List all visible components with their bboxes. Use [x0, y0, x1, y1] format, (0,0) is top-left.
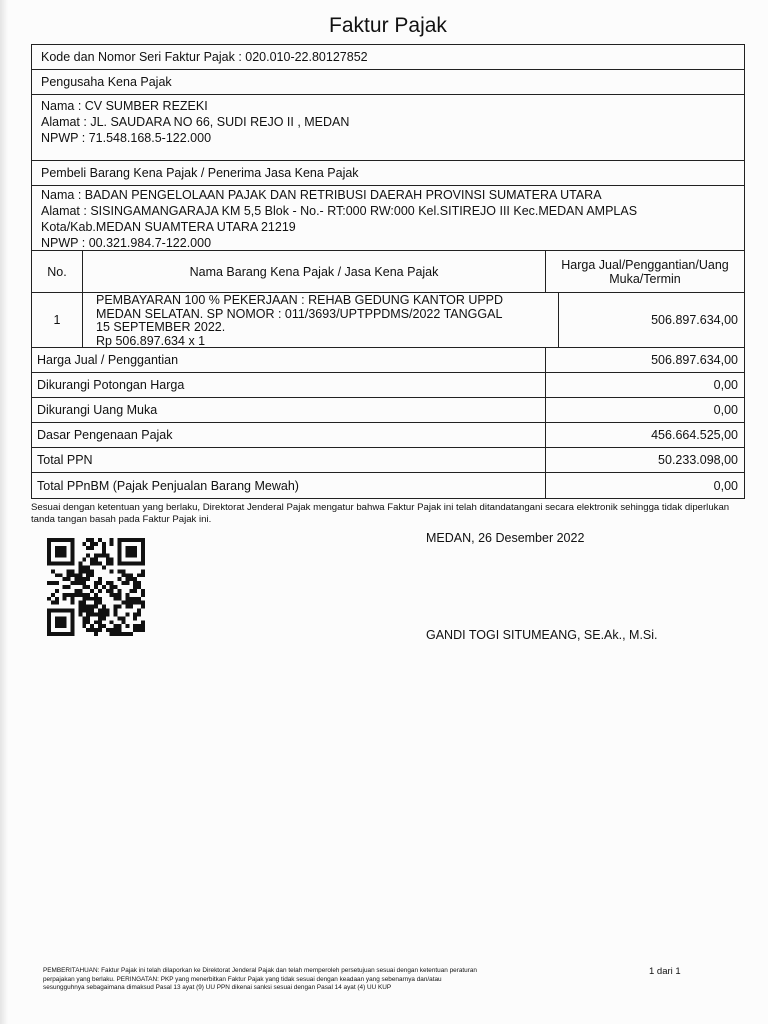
column-header-harga: Harga Jual/Penggantian/Uang Muka/Termin: [561, 257, 729, 286]
summary-label: Dikurangi Uang Muka: [32, 398, 546, 422]
item-description-line: 15 SEPTEMBER 2022.: [96, 320, 226, 334]
item-description-line: PEMBAYARAN 100 % PEKERJAAN : REHAB GEDUNG KANTOR UPPD: [96, 293, 504, 307]
buyer-name: Nama : BADAN PENGELOLAAN PAJAK DAN RETRIBUSI DAERAH PROVINSI SUMATERA UTARA: [41, 188, 602, 202]
summary-value: 0,00: [713, 478, 738, 493]
e-signature-note: Sesuai dengan ketentuan yang berlaku, Direktorat Jenderal Pajak mengatur bahwa Faktur Pajak ini telah ditandatangani secara elektronik sehingga tidak diperlukan tanda tangan basah pada Faktur Pajak ini.: [31, 502, 730, 525]
document-title: Faktur Pajak: [329, 14, 447, 37]
footer-notice: PEMBERITAHUAN: Faktur Pajak ini telah dilaporkan ke Direktorat Jenderal Pajak dan telah memperoleh persetujuan sesuai dengan ketentuan peraturan perpajakan yang berlaku. PERINGATAN: PKP yang menerbitkan Faktur Pajak yang tidak sesuai dengan keadaan yang sebenarnya dan/atau sesungguhnya sebagaimana dimaksud Pasal 13 ayat (9) UU PPN dikenai sanksi sesuai dengan Pasal 14 ayat (4) UU KUP: [43, 967, 477, 992]
buyer-address: Alamat : SISINGAMANGARAJA KM 5,5 Blok - No.- RT:000 RW:000 Kel.SITIREJO III Kec.MEDAN AMPLAS: [41, 204, 638, 218]
qr-code: [46, 538, 146, 636]
page-number: 1 dari 1: [649, 966, 681, 977]
summary-value: 506.897.634,00: [651, 353, 738, 367]
seller-name: Nama : CV SUMBER REZEKI: [41, 99, 208, 113]
summary-row: [32, 373, 744, 398]
summary-label: Dikurangi Potongan Harga: [32, 373, 546, 397]
buyer-heading: Pembeli Barang Kena Pajak / Penerima Jasa Kena Pajak: [41, 166, 359, 180]
seller-info: [32, 95, 744, 161]
summary-label: Dasar Pengenaan Pajak: [32, 423, 546, 447]
summary-value: 456.664.525,00: [651, 428, 738, 442]
item-description-line: Rp 506.897.634 x 1: [96, 333, 206, 347]
items-header: [32, 251, 744, 293]
column-header-no: No.: [32, 251, 83, 292]
summary-row: [32, 348, 744, 373]
summary-row: [32, 473, 744, 498]
summary-label: Total PPN: [32, 448, 546, 472]
buyer-address-city: Kota/Kab.MEDAN SUAMTERA UTARA 21219: [41, 220, 296, 234]
summary-value: 50.233.098,00: [658, 453, 738, 467]
summary-label: Harga Jual / Penggantian: [32, 348, 546, 372]
summary-row: [32, 448, 744, 473]
item-price: 506.897.634,00: [651, 313, 738, 327]
buyer-heading-row: [32, 161, 744, 186]
column-header-nama: Nama Barang Kena Pajak / Jasa Kena Pajak: [83, 251, 546, 292]
signer-name: GANDI TOGI SITUMEANG, SE.Ak., M.Si.: [426, 628, 658, 642]
item-row: [32, 293, 744, 348]
seller-heading-row: [32, 70, 744, 95]
buyer-info: [32, 186, 744, 251]
page-edge: [0, 0, 8, 1024]
item-no: 1: [32, 293, 83, 347]
seller-address: Alamat : JL. SAUDARA NO 66, SUDI REJO II , MEDAN: [41, 115, 350, 129]
summary-row: [32, 398, 744, 423]
summary-value: 0,00: [713, 378, 738, 392]
buyer-npwp: NPWP : 00.321.984.7-122.000: [41, 236, 212, 250]
serial-number: Kode dan Nomor Seri Faktur Pajak : 020.010-22.80127852: [41, 50, 368, 64]
seller-npwp: NPWP : 71.548.168.5-122.000: [41, 131, 212, 145]
place-date: MEDAN, 26 Desember 2022: [426, 531, 585, 545]
summary-value: 0,00: [713, 403, 738, 417]
summary-label: Total PPnBM (Pajak Penjualan Barang Mewah): [32, 473, 546, 498]
serial-number-row: [32, 45, 744, 70]
item-description-line: MEDAN SELATAN. SP NOMOR : 011/3693/UPTPPDMS/2022 TANGGAL: [96, 306, 503, 321]
item-description: [83, 293, 559, 347]
seller-heading: Pengusaha Kena Pajak: [41, 75, 172, 89]
summary-row: [32, 423, 744, 448]
invoice-table: [31, 44, 745, 499]
